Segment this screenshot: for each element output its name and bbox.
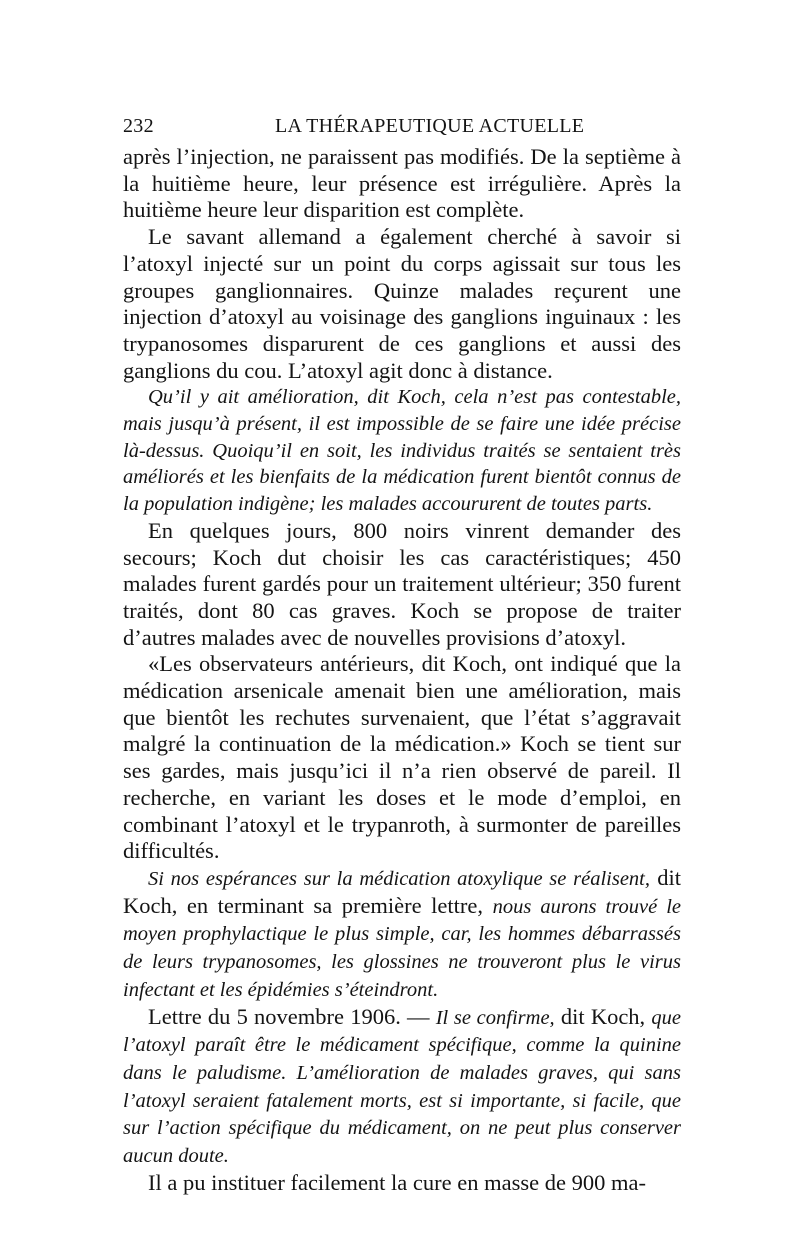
roman-text: dit Koch, xyxy=(554,1003,652,1029)
italic-quote: Si nos espérances sur la médication atoxylique se réalisent, xyxy=(148,867,650,890)
paragraph: En quelques jours, 800 noirs vinrent demander des secours; Koch dut choisir les cas caractéristiques; 450 malades furent gardés pour un traitement ultérieur; 350 furent traités, dont 80 cas graves. Koch se propose de traiter d’autres malades avec de nouvelles provisions d’atoxyl. xyxy=(123,517,681,650)
body-text xyxy=(123,144,681,1196)
paragraph: Le savant allemand a également cherché à savoir si l’atoxyl injecté sur un point du corps agissait sur tous les groupes ganglionnaires. Quinze malades reçurent une injection d’atoxyl au voisinage des ganglions inguinaux : les trypanosomes disparurent de ces ganglions et aussi des ganglions du cou. L’atoxyl agit donc à distance. xyxy=(123,224,681,383)
roman-text: dit Koch, en terminant sa première lettre, xyxy=(123,864,681,918)
running-title: LA THÉRAPEUTIQUE ACTUELLE xyxy=(275,115,585,137)
page-number: 232 xyxy=(123,115,154,137)
italic-quote: nous aurons trouvé le moyen prophylactique le plus simple, car, les hommes débarrassés de leurs trypanosomes, les glossines ne trouveront plus le virus infectant et les épidémies s’éteindront. xyxy=(123,895,681,1001)
paragraph: «Les observateurs antérieurs, dit Koch, ont indiqué que la médication arsenicale amenait bien une amélioration, mais que bientôt les rechutes survenaient, que l’état s’aggravait malgré la continuation de la médication.» Koch se tient sur ses gardes, mais jusqu’ici il n’a rien observé de pareil. Il recherche, en variant les doses et le mode d’emploi, en combinant l’atoxyl et le trypanroth, à surmonter de pareilles difficultés. xyxy=(123,651,681,864)
paragraph: après l’injection, ne paraissent pas modifiés. De la septième à la huitième heure, leur présence est irrégulière. Après la huitième heure leur disparition est complète. xyxy=(123,144,681,223)
quote-paragraph: Qu’il y ait amélioration, dit Koch, cela n’est pas contestable, mais jusqu’à présent, il est impossible de se faire une idée précise là-dessus. Quoiqu’il en soit, les individus traités se sentaient très améliorés et les bienfaits de la médication furent bientôt connus de la population indigène; les malades accoururent de toutes parts. xyxy=(123,386,681,516)
italic-quote: Il se confirme, xyxy=(435,1006,555,1029)
roman-text: Lettre du 5 novembre 1906. — xyxy=(148,1003,436,1029)
running-header xyxy=(123,111,681,141)
paragraph: Il a pu instituer facilement la cure en masse de 900 ma- xyxy=(148,1169,646,1195)
italic-quote: que l’atoxyl paraît être le médicament spécifique, comme la quinine dans le paludisme. L’amélioration de malades graves, qui sans l’atoxyl seraient fatalement morts, est si importante, si facile, que sur l’action spécifique du médicament, on ne peut plus conserver aucun doute. xyxy=(123,1006,681,1168)
mixed-paragraph xyxy=(123,865,681,1004)
mixed-paragraph xyxy=(123,1004,681,1170)
